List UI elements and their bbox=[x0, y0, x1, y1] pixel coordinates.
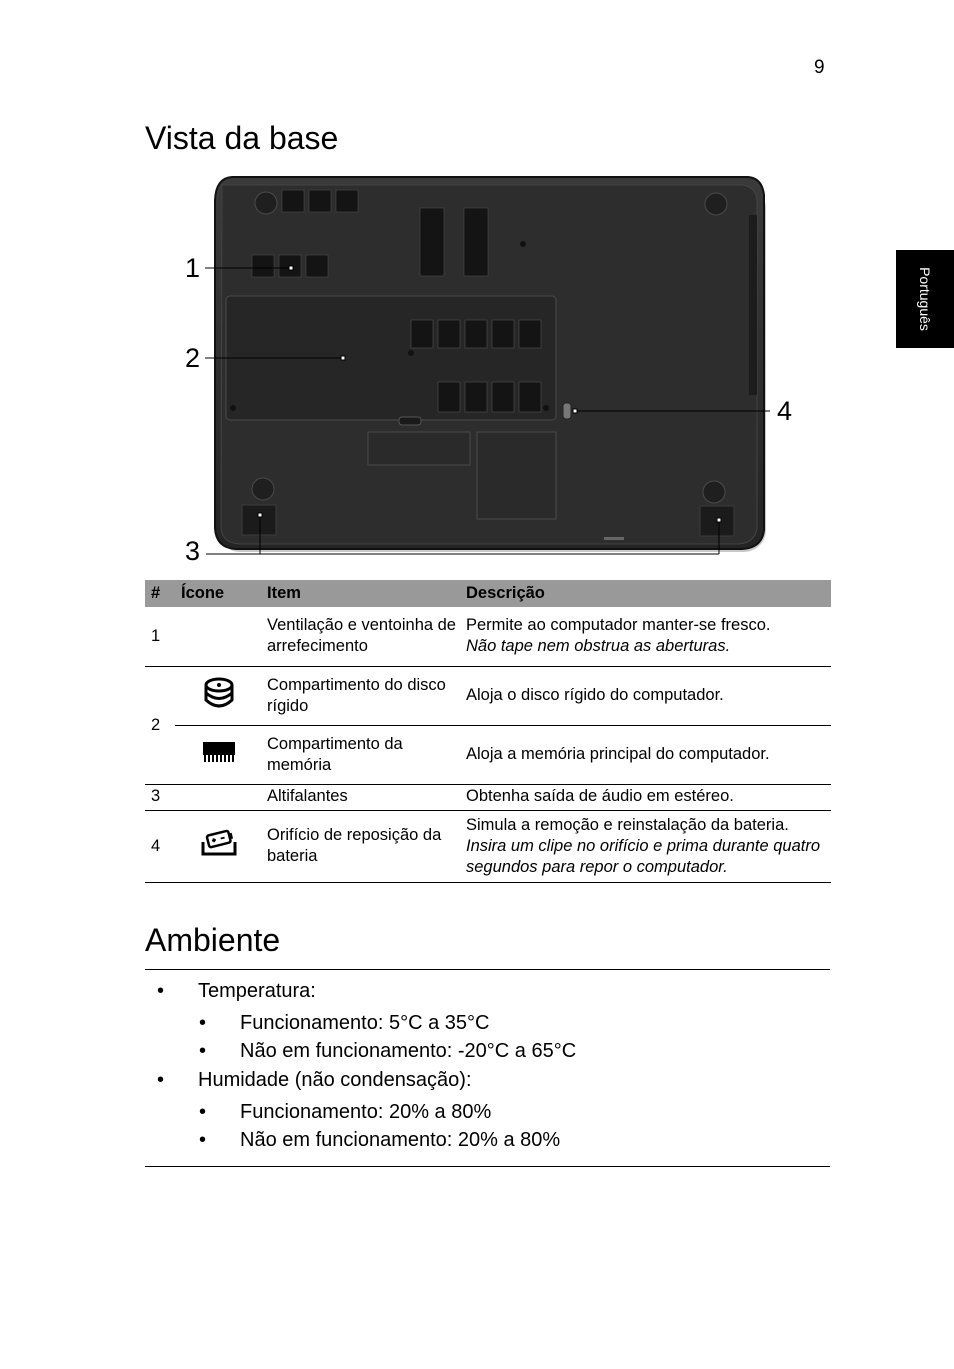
table-row bbox=[145, 784, 831, 810]
table-row bbox=[145, 666, 831, 725]
row-item: Orifício de reposição da bateria bbox=[261, 810, 460, 882]
list-item: Humidade (não condensação): bbox=[198, 1069, 472, 1091]
row-item: Compartimento da memória bbox=[261, 725, 460, 784]
hard-disk-icon bbox=[202, 676, 236, 710]
row-description: Aloja o disco rígido do computador. bbox=[460, 666, 831, 725]
list-item: Temperatura: bbox=[198, 980, 316, 1002]
row-item: Ventilação e ventoinha de arrefecimento bbox=[261, 607, 460, 666]
table-row bbox=[145, 607, 831, 666]
table-header-row bbox=[145, 580, 831, 607]
components-table bbox=[145, 580, 831, 883]
row-description: Simula a remoção e reinstalação da bateria. Insira um clipe no orifício e prima durante quatro segundos para repor o computador. bbox=[460, 810, 831, 882]
list-item: Funcionamento: 20% a 80% bbox=[240, 1101, 492, 1123]
divider-top bbox=[145, 969, 830, 970]
callout-3: 3 bbox=[185, 536, 201, 566]
row-number: 3 bbox=[145, 784, 175, 810]
row-description: Obtenha saída de áudio em estéreo. bbox=[460, 784, 831, 810]
header-number: # bbox=[145, 580, 175, 607]
row-item: Compartimento do disco rígido bbox=[261, 666, 460, 725]
row-item: Altifalantes bbox=[261, 784, 460, 810]
header-description: Descrição bbox=[460, 580, 831, 607]
row-number: 1 bbox=[145, 607, 175, 666]
list-item: Não em funcionamento: -20°C a 65°C bbox=[240, 1040, 577, 1062]
list-item: Não em funcionamento: 20% a 80% bbox=[240, 1129, 561, 1151]
row-number: 2 bbox=[145, 666, 175, 784]
callout-1: 1 bbox=[185, 253, 201, 283]
memory-icon bbox=[202, 739, 236, 765]
table-row bbox=[145, 725, 831, 784]
header-item: Item bbox=[261, 580, 460, 607]
section-title-environment: Ambiente bbox=[145, 922, 281, 958]
row-description: Permite ao computador manter-se fresco. Não tape nem obstrua as aberturas. bbox=[460, 607, 831, 666]
header-icon: Ícone bbox=[175, 580, 261, 607]
row-description: Aloja a memória principal do computador. bbox=[460, 725, 831, 784]
row-number: 4 bbox=[145, 810, 175, 882]
callout-2: 2 bbox=[185, 343, 201, 373]
table-row bbox=[145, 810, 831, 882]
section-title-base-view: Vista da base bbox=[145, 120, 339, 156]
list-item: Funcionamento: 5°C a 35°C bbox=[240, 1012, 490, 1034]
callout-4: 4 bbox=[777, 396, 793, 426]
page-number: 9 bbox=[814, 57, 825, 78]
battery-reset-icon bbox=[200, 828, 238, 858]
divider-bottom bbox=[145, 1166, 830, 1167]
laptop-bottom-illustration bbox=[0, 0, 954, 580]
language-tab-label: Português bbox=[917, 267, 933, 331]
